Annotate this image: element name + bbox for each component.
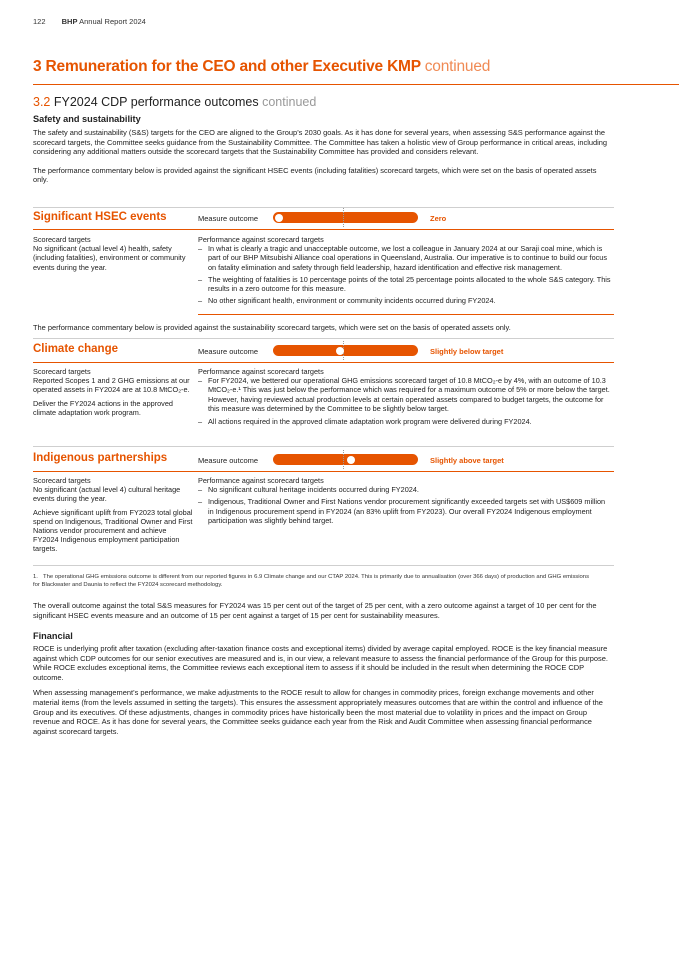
scorecard-targets-label: Scorecard targets [33,367,91,376]
measure-label: Measure outcome [198,347,259,356]
sustainability-intro: The performance commentary below is provided against the sustainability scorecard targets, which were set on the basis of operated assets only. [33,323,511,332]
scorecard-target-text: No significant (actual level 4) health, safety (including fatalities), environment or community events during the year. [33,244,186,272]
performance-label: Performance against scorecard targets [198,235,324,244]
section-title [33,58,490,76]
outcome-label: Slightly above target [430,456,504,465]
performance-label: Performance against scorecard targets [198,367,324,376]
scorecard-target-text: Deliver the FY2024 actions in the approved climate adaptation work program. [33,398,173,417]
scorecard-target-text: Achieve significant uplift from FY2023 total global spend on Indigenous, Traditional Owner and First Nations vendor procurement and achieve FY2024 Indigenous employment participation targets. [33,507,193,554]
divider [33,565,614,566]
outcome-label: Zero [430,214,447,223]
target-marker [343,450,344,469]
category-rule [33,471,614,472]
divider [33,207,614,208]
scorecard-target-text: Reported Scopes 1 and 2 GHG emissions at our operated assets in FY2024 are at 10.8 MtCO₂-e. [33,376,190,395]
footnote-text: The operational GHG emissions outcome is different from our reported figures in 6.9 Climate change and our CTAP 2024. This is primarily due to annualisation (over 366 days) of production and GHG emissions for Blackwater and Daunia to reflect the FY2024 scorecard methodology. [33,574,590,588]
target-marker [343,208,344,227]
list-item: – In what is clearly a tragic and unacceptable outcome, we lost a colleague in January 2024 at our Saraji coal mine, which is part of our BHP Mitsubishi Alliance coal operations in Queensland, Australia. Our imperative is to continue to build our focus on fatality elimination and safety through field leadership, hazard identification and effective risk management. [198,244,612,272]
financial-para-1: ROCE is underlying profit after taxation (excluding after-taxation finance costs and exceptional items) divided by average capital employed. ROCE is the key financial measure against which CDP outcomes for our senior executives are measured and is, in our view, a relevant measure to assess the financial performance of the Group for this purpose. While ROCE excludes exceptional items, the Committee reviews each exceptional item to assess if it should be included in the result when determining the ROCE CDP outcome. [33,644,608,682]
measure-outcome-bar [273,454,418,465]
category-rule [33,362,614,363]
measure-label: Measure outcome [198,456,259,465]
subsection-continued: continued [262,95,317,109]
scorecard-targets-label: Scorecard targets [33,476,91,485]
safety-para-1: The safety and sustainability (S&S) targets for the CEO are aligned to the Group’s 2030 goals. As it has done for several years, when assessing S&S performance against the scorecard targets, the Committee seeks guidance from the Sustainability Committee. The Committee has taken a holistic view of Group performance in critical areas, including considering any additional matters outside the scorecard targets that the Sustainability Committee has provided and considers relevant. [33,128,608,157]
performance-label: Performance against scorecard targets [198,476,324,485]
scorecard-targets [33,367,193,421]
scorecard-target-text: No significant (actual level 4) cultural heritage events during the year. [33,485,181,504]
performance-list [198,485,612,525]
section-title-text: 3 Remuneration for the CEO and other Executive KMP [33,58,421,75]
category-title-indigenous: Indigenous partnerships [33,452,168,464]
page-header [33,17,146,26]
list-item: – No significant cultural heritage incidents occurred during FY2024. [198,485,612,494]
report-name: Annual Report 2024 [79,17,146,26]
overall-outcome: The overall outcome against the total S&S measures for FY2024 was 15 per cent out of the target of 25 per cent, with a zero outcome against a target of 10 per cent for the significant HSEC events measure and an outcome of 15 per cent against a target of 15 per cent for sustainability measures. [33,601,597,620]
subsection-number: 3.2 [33,95,51,109]
divider [33,338,614,339]
list-item: – No other significant health, environment or community incidents occurred during FY2024. [198,296,612,305]
performance-commentary [198,367,612,429]
scorecard-targets [33,476,193,558]
category-title-climate: Climate change [33,343,118,355]
outcome-label: Slightly below target [430,347,504,356]
category-title-hsec: Significant HSEC events [33,211,167,223]
footnote [33,574,593,589]
measure-label: Measure outcome [198,214,259,223]
performance-commentary [198,476,612,528]
performance-list [198,244,612,305]
brand-name: BHP [61,17,78,26]
measure-outcome-bar [273,345,418,356]
section-rule [33,84,679,85]
outcome-dot [336,347,344,355]
financial-text [33,644,611,742]
performance-commentary [198,235,612,308]
list-item: – The weighting of fatalities is 10 percentage points of the total 25 percentage points allocated to the whole S&S category. This results in a zero outcome for this measure. [198,275,612,293]
list-item: – Indigenous, Traditional Owner and First Nations vendor procurement significantly exceeded targets set with US$609 million in Indigenous procurement spend in FY2024 (an 83% uplift from FY2023). Our overall FY2024 Indigenous employment participation was slightly behind target. [198,497,612,525]
footnote-number: 1. [33,574,38,580]
page-number: 122 [33,17,46,26]
safety-para-2: The performance commentary below is provided against the significant HSEC events (including fatalities) scorecard targets, which were set on the basis of operated assets only. [33,165,597,185]
safety-heading: Safety and sustainability [33,114,141,124]
outcome-dot [275,214,283,222]
measure-outcome-bar [273,212,418,223]
subsection-title-text: FY2024 CDP performance outcomes [53,95,259,109]
outcome-dot [347,456,355,464]
section-continued: continued [424,58,491,75]
scorecard-targets-label: Scorecard targets [33,235,91,244]
scorecard-targets [33,235,193,276]
list-item: – All actions required in the approved climate adaptation work program were delivered during FY2024. [198,417,612,426]
financial-heading: Financial [33,631,73,641]
category-rule [33,229,614,230]
safety-intro [33,128,611,191]
subsection-title [33,95,316,109]
performance-list [198,376,612,426]
list-item: – For FY2024, we bettered our operational GHG emissions scorecard target of 10.8 MtCO₂-e by 4%, with an outcome of 10.3 MtCO₂-e.¹ This was just below the performance which was required for a maximum outcome of 5% or more below the target. However, having reviewed actual production levels at certain operated assets compared to budget targets, the outcome for this measure was determined by the Committee to be slightly below target. [198,376,612,413]
category-end-rule [198,314,614,315]
financial-para-2: When assessing management’s performance, we make adjustments to the ROCE result to allow for changes in commodity prices, foreign exchange movements and other material items (from the levels assumed in setting the targets). This ensures the assessment appropriately measures outcomes that are within the control and influence of the Group and its executives. Of these adjustments, changes in commodity prices have historically been the most material due to volatility in prices and the impact on Group revenue and ROCE. As it has done for several years, the Committee seeks guidance each year from the Risk and Audit Committee when assessing financial performance against scorecard targets. [33,688,603,736]
divider [33,446,614,447]
